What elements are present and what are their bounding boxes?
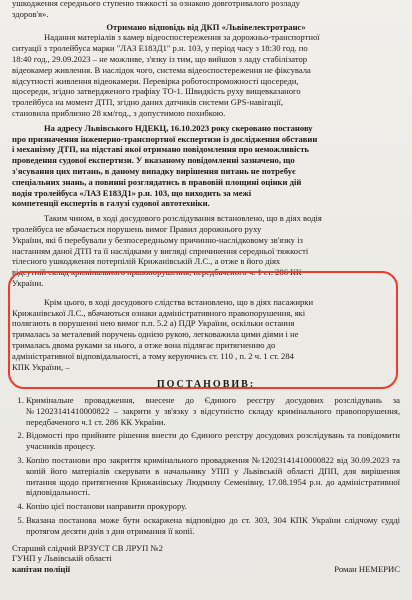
- text-line: проведення судової експертизи. У вказаному повідомленні зазначено, що: [12, 155, 295, 166]
- text-line: відеокамер живлення. В наслідок чого, система відеоспостереження не фіксувала: [12, 64, 311, 75]
- resolution-heading: ПОСТАНОВИВ:: [156, 379, 256, 391]
- text-line: відсутній склад кримінального правопорушення, передбаченого ч. 1 ст. 286 КК: [12, 267, 302, 278]
- text-line: Таким чином, в ході досудового розслідування встановлено, що в діях водія: [44, 213, 322, 224]
- text-line: становила приблизно 28 км/год., з допустимою похибкою.: [12, 107, 226, 118]
- text-line: компетенції експертів в галузі судової автотехніки.: [12, 198, 210, 209]
- signer-position: Старший слідчий ВРЗУСТ СВ ЛРУП №2: [12, 542, 163, 553]
- text-line: трималась за металевий поручень однією рукою, легковажила цими діями і не: [12, 329, 299, 340]
- list-item: 2. Відомості про прийняте рішення внести до Єдиного реєстру досудових розслідувань та повідомити учасників процесу.: [26, 430, 400, 452]
- text-line: спеціальних знань, а повинні розглядатись в правовій площині оцінки дій: [12, 176, 302, 187]
- signer-name: Роман НЕМЕРИС: [334, 564, 400, 575]
- text-line: адміністративної відповідальності, а тому керуючись ст. 110 , п. 2 ч. 1 ст. 284: [12, 350, 294, 361]
- text-line: полягають в порушенні нею вимог п.п. 5.2 а) ПДР України, оскільки остання: [12, 318, 295, 329]
- list-item: 1. Кримінальне провадження, внесене до Єдиного реєстру досудових розслідувань за №12023141410000822 – закрити у зв'язку з відсутністю складу кримінального правопорушення, передбаченого ч.1 ст. 286 КК України.: [26, 395, 400, 427]
- text-line: Крім цього, в ході досудового слідства встановлено, що в діях пасажирки: [44, 296, 314, 307]
- text-line: з'ясування цих питань, в даному випадку вирішення питань не потребує: [12, 165, 296, 176]
- list-item: 5. Вказана постанова може бути оскаржена відповідно до ст. 303, 304 КПК України слідчому судді протягом десяти днів з дня отримання її копії.: [26, 515, 400, 537]
- text-line: щосереди, згідно затвердженого графіку ТО-1. Швидкість руху вищевказаного: [12, 86, 301, 97]
- text-line: тролейбуса не вбачається порушень вимог Правил дорожнього руху: [12, 223, 262, 234]
- text-line: відсутності живлення відеокамери. Перевірка роботоспроможності щосереди,: [12, 75, 299, 86]
- text-line: про призначення інженерно-транспортної експертизи із дослідження обставин: [12, 133, 318, 144]
- received-paragraph: [12, 32, 400, 118]
- list-item: 4. Копію цієї постанови направити прокурору.: [26, 501, 400, 512]
- resolution-list: [12, 395, 400, 537]
- text-line: На адресу Львівського НДЕКЦ, 16.10.2023 року скеровано постанову: [44, 122, 313, 133]
- text-line: КПК України, –: [12, 361, 70, 372]
- top-line: здоров'я».: [12, 8, 49, 19]
- text-line: водія тролейбуса «ЛАЗ Е183Д1» р.н. 103, що виходить за межі: [12, 187, 252, 198]
- text-line: тілесного ушкодження потерпілій Крижанівській Л.С., а отже в його діях: [12, 256, 281, 267]
- text-line: Крижанівської Л.С., вбачаються ознаки адміністративного правопорушення, які: [12, 307, 306, 318]
- expert-paragraph: [12, 123, 400, 209]
- section-title: Отримано відповідь від ДКП «Львівелектротранс»: [106, 21, 306, 32]
- top-line: ушкодження середнього ступеню тяжкості за ознакою довготривалого розладу: [12, 0, 300, 8]
- boxed-paragraph: [12, 297, 400, 373]
- finding-paragraph: [12, 213, 400, 289]
- text-line: Надання матеріалів з камер відеоспостереження за дорожньо-транспортної: [44, 32, 320, 43]
- text-line: ситуації з тролейбуса марки "ЛАЗ Е183Д1" р.н. 103, у період часу з 18:30 год. по: [12, 43, 308, 54]
- signature-block: [12, 543, 400, 575]
- text-line: 18:40 год., 29.09.2023 – не можливе, з'язку із тим, що вийшов з ладу стабілізатор: [12, 53, 308, 64]
- signer-department: ГУНП у Львівській області: [12, 553, 112, 564]
- text-line: і механізму ДТП, на підставі якої отримано повідомлення про неможливість: [12, 144, 309, 155]
- list-item: 3. Копію постанови про закриття кримінального провадження №12023141410000822 від 30.09.2023 та копій його матеріалів скерувати в начальнику УПП у Львівській області ДПП, для вирішення питання щодо притягнення Крижанівську Людмилу Семенівну, 17.08.1954 р.н. до адміністративної відповідальності.: [26, 455, 400, 498]
- text-line: тролейбуса на момент ДТП, згідно даних датчиків системи GPS-навігації,: [12, 97, 284, 108]
- text-line: настанням даної ДТП та її наслідками у вигляді спричинення середньої тяжкості: [12, 245, 309, 256]
- signer-rank: капітан поліції: [12, 564, 71, 575]
- text-line: України.: [12, 277, 44, 288]
- text-line: України, які б перебували у безпосередньому причинно-наслідковому зв'язку із: [12, 234, 303, 245]
- text-line: трималась двома руками за нього, а отже вона підлягає притягненню до: [12, 339, 276, 350]
